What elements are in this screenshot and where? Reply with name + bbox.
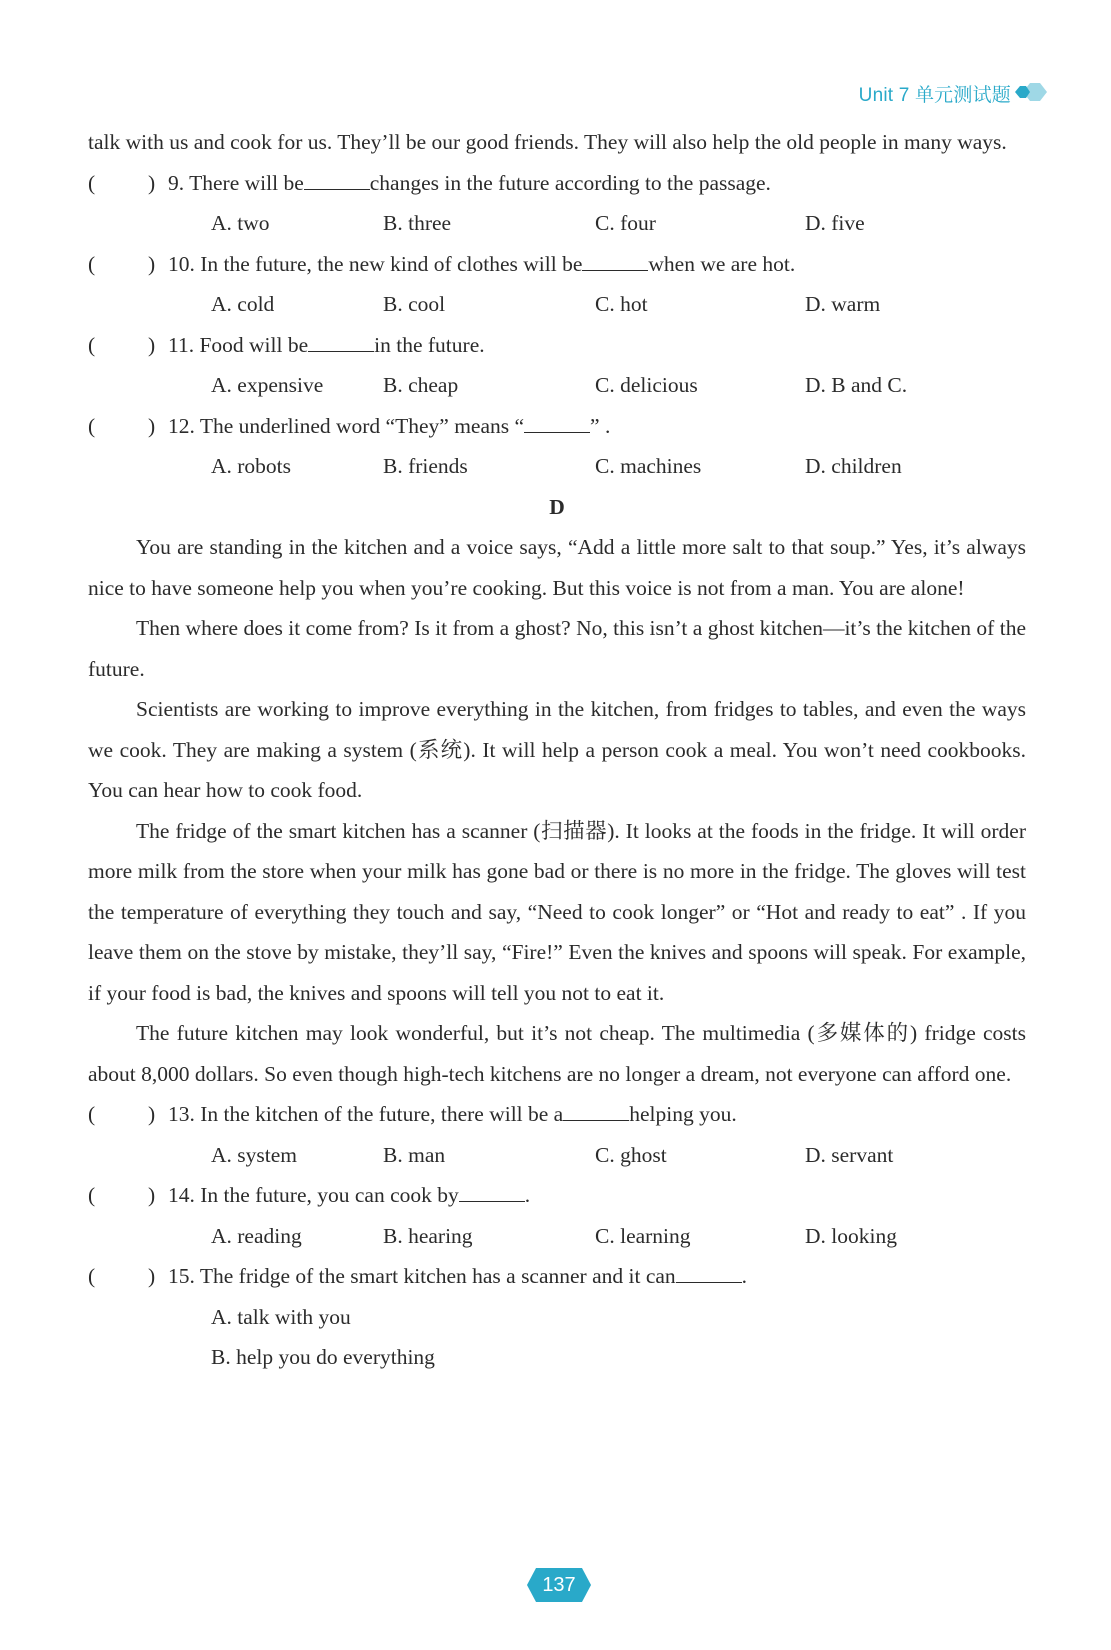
option-d: D. servant [805,1142,894,1167]
options-11 [88,365,1026,406]
option-d: D. children [805,454,902,478]
passage-d-paragraph-1: You are standing in the kitchen and a voice says, “Add a little more salt to that soup.” Yes, it’s always nice to have someone help you when you’re cooking. But this voice is not from a man. You are alone! [88,535,1026,600]
option-b: B. friends [383,454,468,478]
passage-c-tail: talk with us and cook for us. They’ll be our good friends. They will also help the old people in many ways. [88,130,1007,154]
option-c: C. hot [595,292,648,316]
passage-d-paragraph-4: The fridge of the smart kitchen has a scanner (扫描器). It looks at the foods in the fridge. It will order more milk from the store when your milk has gone bad or there is no more in the fridge. The gloves will test the temperature of everything they touch and say, “Need to cook longer” or “Hot and ready to eat” . If you leave them on the stove by mistake, they’ll say, “Fire!” Even the knives and spoons will speak. For example, if your food is bad, the knives and spoons will tell you not to eat it. [88,818,1026,1005]
answer-bracket-close: ) [148,413,156,438]
option-d: D. warm [805,292,881,316]
running-header: Unit 7 单元测试题 [858,85,1011,106]
option-b: B. cool [383,292,446,316]
option-d: D. looking [805,1223,897,1248]
option-b: B. hearing [383,1223,473,1248]
answer-bracket-open: ( [88,1102,96,1126]
passage-d-paragraph-5: The future kitchen may look wonderful, but it’s not cheap. The multimedia (多媒体的) fridge costs about 8,000 dollars. So even though high-tech kitchens are no longer a dream, not everyone can afford one. [88,1021,1026,1086]
option-c: C. four [595,211,656,235]
answer-blank [676,1260,742,1283]
question-text: 14. In the future, you can cook by . [168,1175,530,1216]
answer-bracket-close: ) [148,1264,156,1288]
question-text: 13. In the kitchen of the future, there will be a helping you. [168,1094,737,1135]
section-d-title: D [549,494,565,519]
option-d: D. five [805,211,865,235]
answer-bracket-open: ( [88,170,96,195]
question-9 [88,163,1026,204]
answer-bracket-close: ) [148,251,156,276]
answer-blank [308,329,374,352]
answer-blank [524,410,590,433]
answer-bracket-close: ) [148,332,156,357]
answer-bracket-open: ( [88,251,96,276]
question-text: 11. Food will be in the future. [168,325,485,366]
page-number: 137 [542,1574,576,1596]
options-10 [88,284,1026,325]
option-a: A. robots [211,454,292,478]
option-a: A. cold [211,292,275,316]
answer-blank [304,167,370,190]
option-b: B. help you do everything [211,1345,435,1369]
question-text: 10. In the future, the new kind of clothes will be when we are hot. [168,244,795,285]
option-a: A. system [211,1142,297,1167]
answer-blank [563,1098,629,1121]
answer-bracket-close: ) [148,1102,156,1126]
option-c: C. learning [595,1223,691,1248]
options-14 [88,1216,1026,1257]
option-c: C. delicious [595,373,698,397]
answer-bracket-open: ( [88,1264,96,1288]
question-13 [88,1094,1026,1135]
options-13 [88,1135,1026,1176]
passage-d-paragraph-2: Then where does it come from? Is it from a ghost? No, this isn’t a ghost kitchen—it’s the kitchen of the future. [88,616,1026,681]
hexagon-decoration-icon [1014,79,1056,105]
answer-blank [582,248,648,271]
answer-bracket-close: ) [148,1183,156,1207]
question-15 [88,1256,1026,1297]
options-9 [88,203,1026,244]
option-c: C. ghost [595,1142,667,1167]
option-c: C. machines [595,454,702,478]
question-12 [88,406,1026,447]
answer-bracket-open: ( [88,332,96,357]
question-text: 9. There will be changes in the future according to the passage. [168,163,771,204]
option-a: A. two [211,211,270,235]
option-b: B. man [383,1142,446,1167]
option-a: A. expensive [211,373,324,397]
option-a: A. talk with you [211,1304,351,1329]
question-10 [88,244,1026,285]
answer-bracket-open: ( [88,1183,96,1207]
option-d: D. B and C. [805,373,908,397]
question-11 [88,325,1026,366]
option-b: B. three [383,211,452,235]
question-14 [88,1175,1026,1216]
answer-bracket-close: ) [148,170,156,195]
options-12 [88,446,1026,487]
answer-bracket-open: ( [88,413,96,438]
answer-blank [459,1179,525,1202]
question-text: 12. The underlined word “They” means “ ” . [168,406,610,447]
page-content [88,122,1026,1378]
passage-d-paragraph-3: Scientists are working to improve everything in the kitchen, from fridges to tables, and even the ways we cook. They are making a system (系统). It will help a person cook a meal. You won’t need cookbooks. You can hear how to cook food. [88,697,1026,802]
option-a: A. reading [211,1223,302,1248]
question-text: 15. The fridge of the smart kitchen has a scanner and it can . [168,1256,747,1297]
option-b: B. cheap [383,373,459,397]
